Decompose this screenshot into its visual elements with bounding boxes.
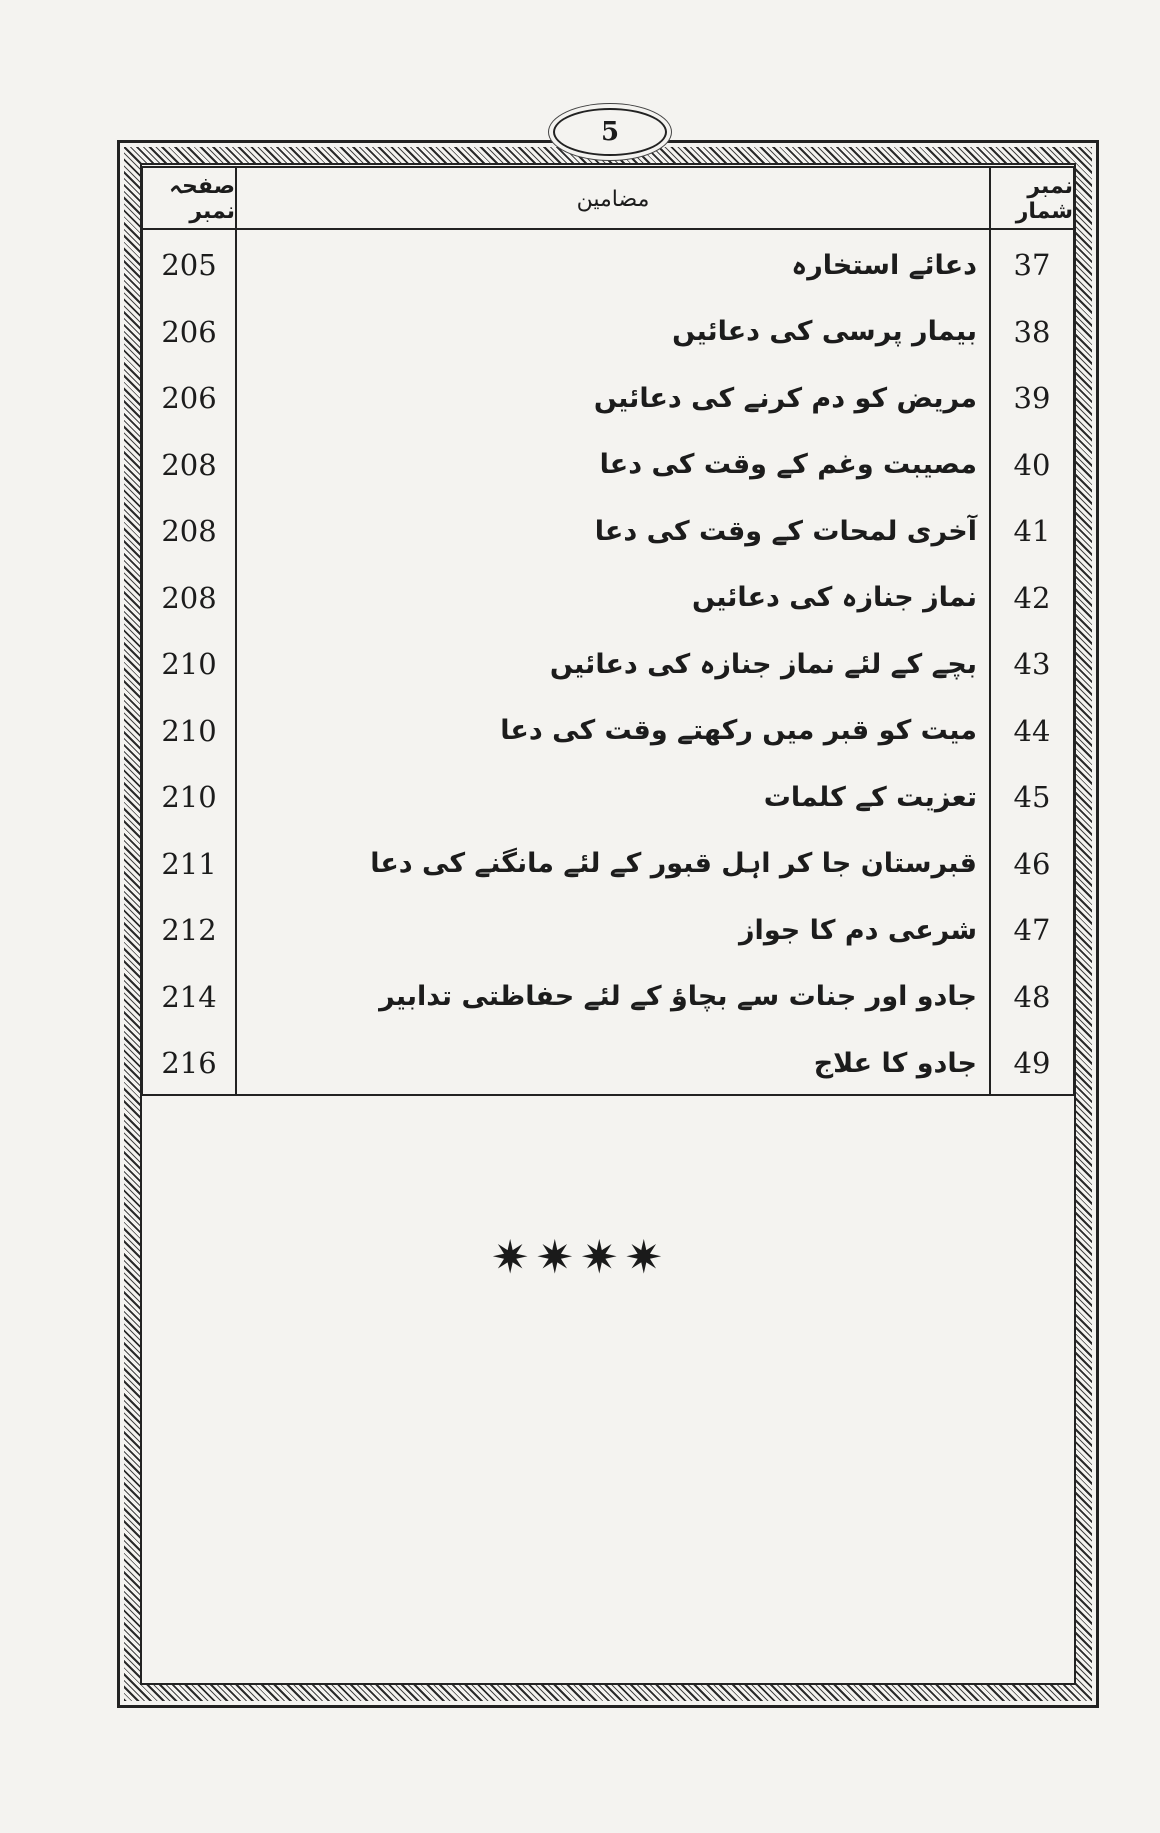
row-serial: 47 <box>1013 913 1051 948</box>
row-page: 205 <box>161 248 217 283</box>
table-header <box>143 168 1073 230</box>
row-topic: نماز جنازہ کی دعائیں <box>691 582 977 614</box>
row-topic: مریض کو دم کرنے کی دعائیں <box>593 382 977 414</box>
row-topic: قبرستان جا کر اہل قبور کے لئے مانگنے کی دعا <box>370 848 977 880</box>
table-row <box>143 432 1073 499</box>
row-page: 210 <box>161 780 217 815</box>
row-serial: 46 <box>1013 846 1051 881</box>
table-row <box>143 698 1073 765</box>
row-page: 206 <box>161 314 217 349</box>
header-serial-number: نمبر شمار <box>1015 174 1073 224</box>
row-page: 214 <box>161 979 217 1014</box>
star-ornament-icon: ✷✷✷✷ <box>490 1230 670 1284</box>
row-topic: مصیبت وغم کے وقت کی دعا <box>599 449 977 481</box>
row-serial: 48 <box>1013 979 1051 1014</box>
row-topic: آخری لمحات کے وقت کی دعا <box>594 515 977 547</box>
table-row <box>143 964 1073 1031</box>
row-page: 210 <box>161 647 217 682</box>
row-page: 208 <box>161 447 217 482</box>
row-page: 208 <box>161 514 217 549</box>
header-topics: مضامین <box>576 186 650 212</box>
row-topic: تعزیت کے کلمات <box>763 781 977 813</box>
row-topic: بیمار پرسی کی دعائیں <box>672 316 977 348</box>
table-row <box>143 498 1073 565</box>
row-topic: بچے کے لئے نماز جنازہ کی دعائیں <box>549 648 977 680</box>
table-row <box>143 299 1073 366</box>
table-body <box>143 232 1073 1097</box>
row-serial: 38 <box>1013 314 1051 349</box>
table-row <box>143 565 1073 632</box>
row-serial: 39 <box>1013 381 1051 416</box>
row-serial: 45 <box>1013 780 1051 815</box>
row-serial: 40 <box>1013 447 1051 482</box>
row-serial: 41 <box>1013 514 1051 549</box>
row-page: 206 <box>161 381 217 416</box>
row-serial: 49 <box>1013 1046 1051 1081</box>
table-row <box>143 365 1073 432</box>
page-number: 5 <box>553 108 667 156</box>
row-page: 210 <box>161 713 217 748</box>
row-topic: جادو کا علاج <box>813 1047 977 1079</box>
table-row <box>143 897 1073 964</box>
row-serial: 44 <box>1013 713 1051 748</box>
row-page: 212 <box>161 913 217 948</box>
table-row <box>143 764 1073 831</box>
table-row <box>143 1030 1073 1097</box>
table-of-contents <box>141 166 1075 1096</box>
table-row <box>143 831 1073 898</box>
row-page: 211 <box>161 846 217 881</box>
table-row <box>143 631 1073 698</box>
row-serial: 42 <box>1013 580 1051 615</box>
row-page: 208 <box>161 580 217 615</box>
row-topic: میت کو قبر میں رکھتے وقت کی دعا <box>500 715 977 747</box>
row-page: 216 <box>161 1046 217 1081</box>
table-row <box>143 232 1073 299</box>
row-topic: دعائے استخارہ <box>791 249 977 281</box>
row-topic: شرعی دم کا جواز <box>739 914 977 946</box>
row-topic: جادو اور جنات سے بچاؤ کے لئے حفاظتی تدابیر <box>379 981 977 1013</box>
row-serial: 43 <box>1013 647 1051 682</box>
row-serial: 37 <box>1013 248 1051 283</box>
header-page-number: صفحہ نمبر <box>169 174 235 224</box>
